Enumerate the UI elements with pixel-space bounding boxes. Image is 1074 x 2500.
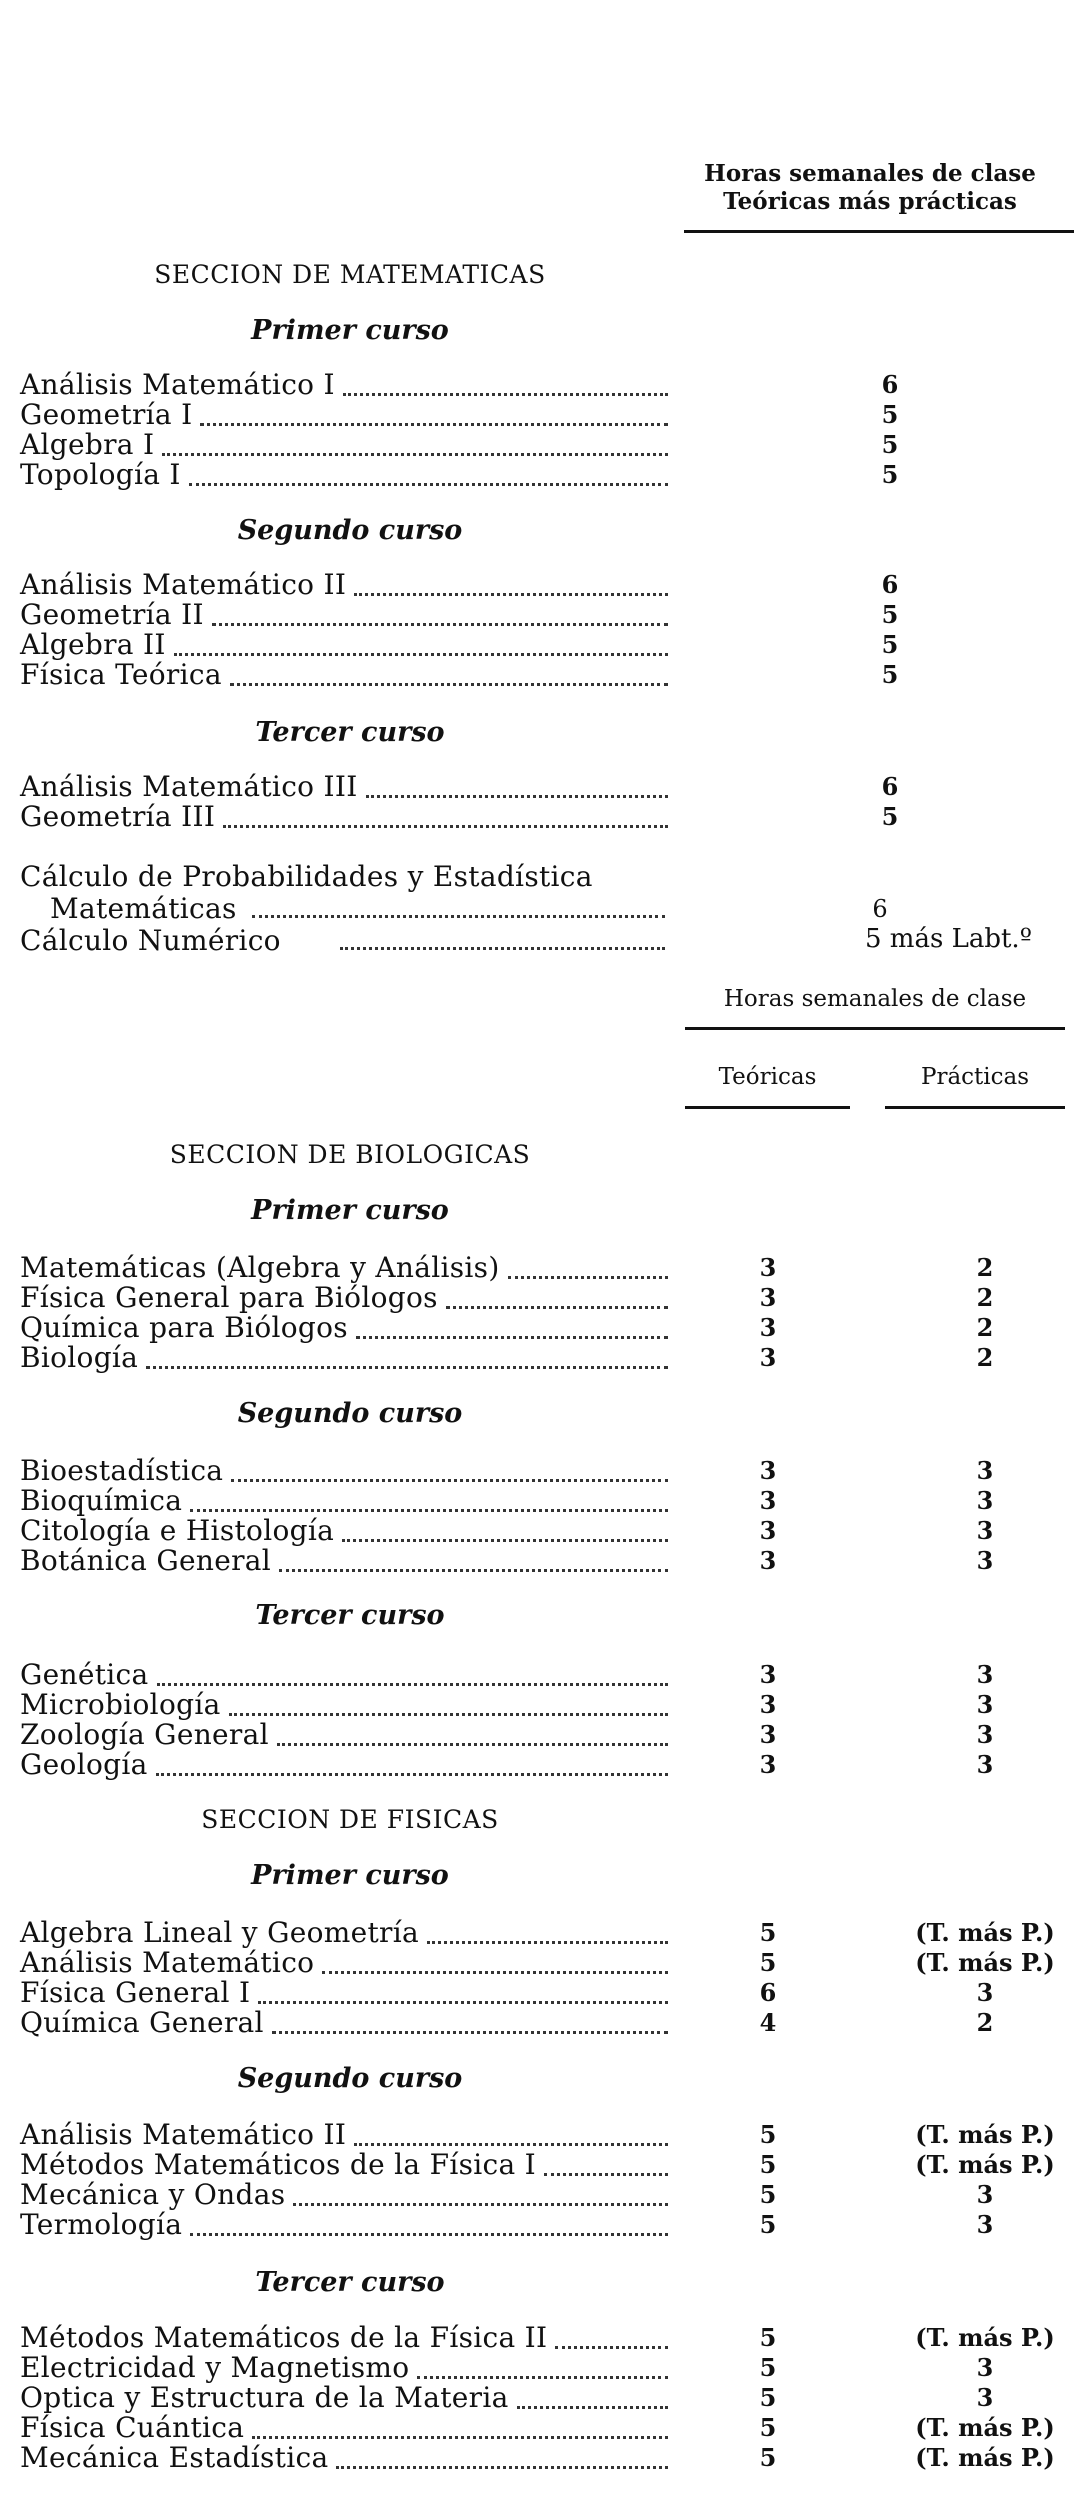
dot-leader — [366, 795, 668, 798]
teoricas-value: 5 — [759, 2180, 777, 2209]
row-label: Matemáticas — [50, 892, 237, 925]
teoricas-value: 3 — [759, 1660, 777, 1689]
hours-value: 6 — [881, 370, 899, 399]
dot-leader — [162, 453, 668, 456]
year-title: Segundo curso — [237, 1398, 463, 1429]
practicas-value: 2 — [976, 1253, 994, 1282]
teoricas-value: 5 — [759, 2443, 777, 2472]
teoricas-value: 5 — [759, 1918, 777, 1947]
year-title: Primer curso — [251, 1195, 449, 1226]
practicas-value: 3 — [976, 2180, 994, 2209]
row-label: Física Cuántica — [20, 2411, 245, 2444]
row-label: Química para Biólogos — [20, 1311, 348, 1344]
row-label: Geometría I — [20, 398, 193, 431]
hours-value: 5 — [881, 430, 899, 459]
row-label: Cálculo de Probabilidades y Estadística — [20, 860, 593, 893]
row-label: Mecánica y Ondas — [20, 2178, 286, 2211]
practicas-value: (T. más P.) — [915, 2443, 1055, 2472]
row-label: Algebra II — [20, 628, 166, 661]
practicas-value: (T. más P.) — [915, 1918, 1055, 1947]
practicas-value: (T. más P.) — [915, 2150, 1055, 2179]
header-rule — [685, 1106, 850, 1109]
teoricas-value: 3 — [759, 1690, 777, 1719]
row-label: Citología e Histología — [20, 1514, 335, 1547]
row-label: Microbiología — [20, 1688, 221, 1721]
row-label: Topología I — [20, 458, 181, 491]
teoricas-value: 5 — [759, 2383, 777, 2412]
section-title-fisicas: SECCION DE FISICAS — [201, 1805, 499, 1834]
row-label: Matemáticas (Algebra y Análisis) — [20, 1251, 500, 1284]
row-label: Genética — [20, 1658, 149, 1691]
dot-leader — [229, 1713, 668, 1716]
practicas-value: 2 — [976, 2008, 994, 2037]
dot-leader — [252, 915, 665, 918]
year-title: Tercer curso — [255, 1600, 445, 1631]
dot-leader — [174, 653, 668, 656]
dot-leader — [230, 683, 668, 686]
header-line-1: Horas semanales de clase — [704, 160, 1036, 187]
dot-leader — [446, 1306, 668, 1309]
teoricas-value: 3 — [759, 1313, 777, 1342]
section-title-matematicas: SECCION DE MATEMATICAS — [154, 260, 546, 289]
header-line-2: Teóricas más prácticas — [723, 188, 1017, 215]
teoricas-value: 3 — [759, 1486, 777, 1515]
year-title: Tercer curso — [255, 2267, 445, 2298]
hours-value: 5 — [881, 802, 899, 831]
practicas-value: 3 — [976, 1690, 994, 1719]
dot-leader — [508, 1276, 668, 1279]
practicas-value: 3 — [976, 1546, 994, 1575]
row-label: Química General — [20, 2006, 264, 2039]
dot-leader — [189, 483, 668, 486]
dot-leader — [340, 947, 665, 950]
row-label: Bioquímica — [20, 1484, 183, 1517]
practicas-value: 3 — [976, 1486, 994, 1515]
row-label: Análisis Matemático III — [20, 770, 358, 803]
practicas-value: 3 — [976, 2353, 994, 2382]
dot-leader — [277, 1743, 668, 1746]
row-label: Mecánica Estadística — [20, 2441, 329, 2474]
dot-leader — [517, 2406, 668, 2409]
row-label: Geometría III — [20, 800, 216, 833]
section-title-biologicas: SECCION DE BIOLOGICAS — [169, 1140, 531, 1169]
row-label: Cálculo Numérico — [20, 924, 281, 957]
teoricas-value: 3 — [759, 1253, 777, 1282]
dot-leader — [252, 2436, 668, 2439]
dot-leader — [427, 1941, 668, 1944]
teoricas-value: 3 — [759, 1456, 777, 1485]
practicas-value: 3 — [976, 1660, 994, 1689]
year-title: Segundo curso — [237, 515, 463, 546]
practicas-value: 2 — [976, 1313, 994, 1342]
row-label: Métodos Matemáticos de la Física II — [20, 2321, 548, 2354]
hours-value: 6 — [872, 895, 888, 923]
hours-value: 6 — [881, 570, 899, 599]
dot-leader — [190, 1509, 668, 1512]
hours-value: 5 más Labt.º — [865, 924, 1032, 954]
row-label: Bioestadística — [20, 1454, 224, 1487]
teoricas-value: 3 — [759, 1750, 777, 1779]
practicas-value: 3 — [976, 1516, 994, 1545]
practicas-value: (T. más P.) — [915, 1948, 1055, 1977]
row-label: Geología — [20, 1748, 148, 1781]
row-label: Física Teórica — [20, 658, 222, 691]
hours-value: 5 — [881, 660, 899, 689]
teoricas-value: 5 — [759, 2323, 777, 2352]
practicas-value: 3 — [976, 1720, 994, 1749]
header-rule — [684, 230, 1074, 233]
practicas-value: 2 — [976, 1343, 994, 1372]
practicas-value: 3 — [976, 1456, 994, 1485]
row-label: Análisis Matemático II — [20, 2118, 347, 2151]
row-label: Optica y Estructura de la Materia — [20, 2381, 509, 2414]
teoricas-value: 3 — [759, 1516, 777, 1545]
hours-value: 5 — [881, 630, 899, 659]
dot-leader — [200, 423, 668, 426]
header-rule — [685, 1027, 1065, 1030]
header-title: Horas semanales de clase — [723, 986, 1027, 1012]
header-rule — [885, 1106, 1065, 1109]
dot-leader — [417, 2376, 668, 2379]
dot-leader — [544, 2173, 668, 2176]
dot-leader — [157, 1683, 668, 1686]
dot-leader — [336, 2466, 668, 2469]
practicas-value: 3 — [976, 2210, 994, 2239]
hours-value: 5 — [881, 600, 899, 629]
row-label: Análisis Matemático II — [20, 568, 347, 601]
practicas-value: 3 — [976, 1978, 994, 2007]
row-label: Análisis Matemático — [20, 1946, 315, 1979]
dot-leader — [223, 825, 668, 828]
dot-leader — [146, 1366, 668, 1369]
practicas-value: 3 — [976, 2383, 994, 2412]
dot-leader — [555, 2346, 668, 2349]
practicas-value: (T. más P.) — [915, 2413, 1055, 2442]
row-label: Electricidad y Magnetismo — [20, 2351, 410, 2384]
teoricas-value: 3 — [759, 1283, 777, 1312]
dot-leader — [272, 2031, 668, 2034]
hours-value: 6 — [881, 772, 899, 801]
dot-leader — [293, 2203, 668, 2206]
year-title: Primer curso — [251, 315, 449, 346]
col-header-teoricas: Teóricas — [718, 1064, 817, 1090]
teoricas-value: 3 — [759, 1343, 777, 1372]
dot-leader — [231, 1479, 668, 1482]
dot-leader — [190, 2233, 668, 2236]
year-title: Tercer curso — [255, 717, 445, 748]
row-label: Física General para Biólogos — [20, 1281, 438, 1314]
practicas-value: (T. más P.) — [915, 2323, 1055, 2352]
practicas-value: 2 — [976, 1283, 994, 1312]
practicas-value: (T. más P.) — [915, 2120, 1055, 2149]
row-label: Análisis Matemático I — [20, 368, 335, 401]
teoricas-value: 5 — [759, 2353, 777, 2382]
hours-value: 5 — [881, 400, 899, 429]
dot-leader — [322, 1971, 668, 1974]
teoricas-value: 5 — [759, 2120, 777, 2149]
dot-leader — [354, 2143, 668, 2146]
row-label: Geometría II — [20, 598, 204, 631]
row-label: Termología — [20, 2208, 183, 2241]
teoricas-value: 6 — [759, 1978, 777, 2007]
col-header-practicas: Prácticas — [920, 1064, 1030, 1090]
dot-leader — [156, 1773, 668, 1776]
dot-leader — [279, 1569, 668, 1572]
teoricas-value: 3 — [759, 1546, 777, 1575]
teoricas-value: 5 — [759, 2210, 777, 2239]
row-label: Algebra I — [20, 428, 155, 461]
hours-value: 5 — [881, 460, 899, 489]
dot-leader — [343, 393, 668, 396]
row-label: Algebra Lineal y Geometría — [20, 1916, 419, 1949]
teoricas-value: 5 — [759, 1948, 777, 1977]
dot-leader — [212, 623, 668, 626]
teoricas-value: 5 — [759, 2413, 777, 2442]
year-title: Segundo curso — [237, 2063, 463, 2094]
dot-leader — [258, 2001, 668, 2004]
row-label: Biología — [20, 1341, 139, 1374]
row-label: Métodos Matemáticos de la Física I — [20, 2148, 537, 2181]
teoricas-value: 4 — [759, 2008, 777, 2037]
dot-leader — [356, 1336, 668, 1339]
row-label: Zoología General — [20, 1718, 269, 1751]
practicas-value: 3 — [976, 1750, 994, 1779]
row-label: Botánica General — [20, 1544, 272, 1577]
teoricas-value: 3 — [759, 1720, 777, 1749]
row-label: Física General I — [20, 1976, 251, 2009]
teoricas-value: 5 — [759, 2150, 777, 2179]
year-title: Primer curso — [251, 1860, 449, 1891]
dot-leader — [354, 593, 668, 596]
dot-leader — [342, 1539, 668, 1542]
